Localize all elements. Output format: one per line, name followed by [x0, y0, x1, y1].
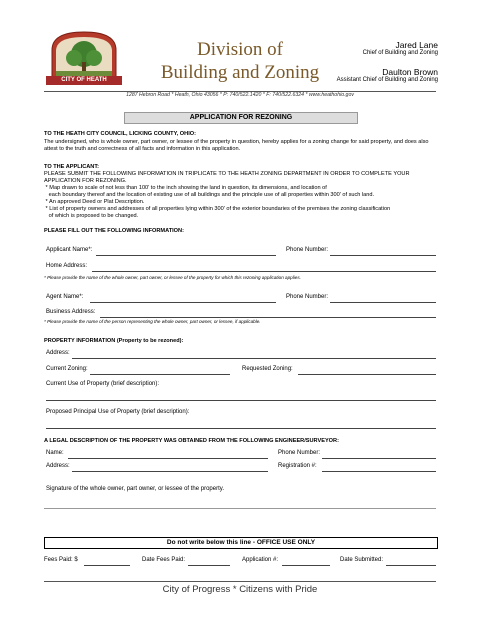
surveyor-name-label: Name:	[46, 450, 64, 456]
home-address-field[interactable]	[92, 271, 436, 272]
form-title: APPLICATION FOR REZONING	[124, 112, 358, 124]
council-text: The undersigned, who is whole owner, part owner, or lessee of the property in question, hereby applies for a zoning change for said property, and does also attest to the truth and correctness of all facts and information in this application.	[44, 139, 429, 152]
current-use-label: Current Use of Property (brief description):	[46, 381, 160, 387]
proposed-use-label: Proposed Principal Use of Property (brief description):	[46, 409, 190, 415]
registration-field[interactable]	[322, 471, 436, 472]
property-address-field[interactable]	[72, 358, 436, 359]
instruction-bullet: * An approved Deed or Plat Description.	[44, 199, 145, 205]
current-zoning-label: Current Zoning:	[46, 366, 88, 372]
agent-note: * Please provide the name of the person representing the whole owner, part owner, or lessee, if applicable.	[44, 319, 261, 324]
agent-name-field[interactable]	[90, 302, 276, 303]
office-use-banner: Do not write below this line - OFFICE USE ONLY	[44, 537, 438, 549]
staff-name: Daulton Brown	[382, 67, 438, 77]
footer-divider	[44, 581, 436, 582]
contact-line: 1287 Hebron Road * Heath, Ohio 43056 * P: 740/522.1420 * F: 740/522.6324 * www.heathohio.gov	[126, 92, 354, 98]
staff-role: Chief of Building and Zoning	[362, 50, 438, 56]
agent-phone-field[interactable]	[330, 302, 436, 303]
fill-heading: PLEASE FILL OUT THE FOLLOWING INFORMATION:	[44, 228, 184, 234]
staff-name: Jared Lane	[395, 40, 438, 50]
instruction-bullet: * List of property owners and addresses of all properties lying within 300' of the exterior boundaries of the premises the zoning classification	[44, 206, 391, 212]
applicant-name-field[interactable]	[96, 255, 276, 256]
applicant-instructions: PLEASE SUBMIT THE FOLLOWING INFORMATION IN TRIPLICATE TO THE HEATH ZONING DEPARTMENT IN ORDER TO COMPLETE YOUR APPLICATION FOR REZONING.	[44, 171, 410, 184]
applicant-phone-label: Phone Number:	[286, 247, 329, 253]
applicant-note: * Please provide the name of the whole owner, part owner, or lessee of the property for which this rezoning application applies.	[44, 275, 301, 280]
date-submitted-field[interactable]	[386, 565, 436, 566]
applicant-heading: TO THE APPLICANT:	[44, 164, 100, 170]
business-address-field[interactable]	[100, 317, 436, 318]
applicant-phone-field[interactable]	[330, 255, 436, 256]
surveyor-phone-label: Phone Number:	[278, 450, 321, 456]
footer-motto: City of Progress * Citizens with Pride	[162, 584, 318, 595]
instruction-bullet: each boundary thereof and the location of existing use of all buildings and the principle use of all properties within 300' of such land.	[44, 192, 375, 198]
requested-zoning-label: Requested Zoning:	[242, 366, 293, 372]
current-zoning-field[interactable]	[90, 374, 230, 375]
signature-label: Signature of the whole owner, part owner, or lessee of the property.	[46, 486, 224, 492]
business-address-label: Business Address:	[46, 309, 96, 315]
date-submitted-label: Date Submitted:	[340, 557, 384, 563]
surveyor-phone-field[interactable]	[322, 458, 436, 459]
current-use-field[interactable]	[46, 400, 436, 401]
property-heading: PROPERTY INFORMATION (Property to be rezoned):	[44, 338, 184, 344]
surveyor-address-label: Address:	[46, 463, 70, 469]
agent-name-label: Agent Name*:	[46, 294, 84, 300]
instruction-bullet: * Map drawn to scale of not less than 100' to the inch showing the land in question, its dimensions, and location of	[44, 185, 327, 191]
staff-role: Assistant Chief of Building and Zoning	[336, 77, 438, 83]
requested-zoning-field[interactable]	[298, 374, 436, 375]
surveyor-name-field[interactable]	[68, 458, 268, 459]
agent-phone-label: Phone Number:	[286, 294, 329, 300]
surveyor-address-field[interactable]	[72, 471, 268, 472]
council-heading: TO THE HEATH CITY COUNCIL, LICKING COUNTY, OHIO:	[44, 131, 196, 137]
property-address-label: Address:	[46, 350, 70, 356]
applicant-name-label: Applicant Name*:	[46, 247, 93, 253]
city-logo	[44, 28, 124, 86]
application-number-label: Application #:	[242, 557, 279, 563]
signature-field[interactable]	[44, 508, 436, 509]
home-address-label: Home Address:	[46, 263, 88, 269]
logo-caption: CITY OF HEATH	[61, 77, 107, 83]
staff-chief	[363, 40, 438, 57]
proposed-use-field[interactable]	[46, 428, 436, 429]
fees-paid-label: Fees Paid: $	[44, 557, 78, 563]
date-fees-label: Date Fees Paid:	[142, 557, 186, 563]
instruction-bullet: of which is proposed to be changed.	[44, 213, 139, 219]
date-fees-field[interactable]	[188, 565, 230, 566]
division-title: Division of Building and Zoning	[160, 39, 320, 83]
application-number-field[interactable]	[282, 565, 330, 566]
staff-assistant	[337, 67, 438, 84]
surveyor-heading: A LEGAL DESCRIPTION OF THE PROPERTY WAS OBTAINED FROM THE FOLLOWING ENGINEER/SURVEYOR:	[44, 438, 339, 444]
fees-paid-field[interactable]	[84, 565, 130, 566]
registration-label: Registration #:	[278, 463, 317, 469]
